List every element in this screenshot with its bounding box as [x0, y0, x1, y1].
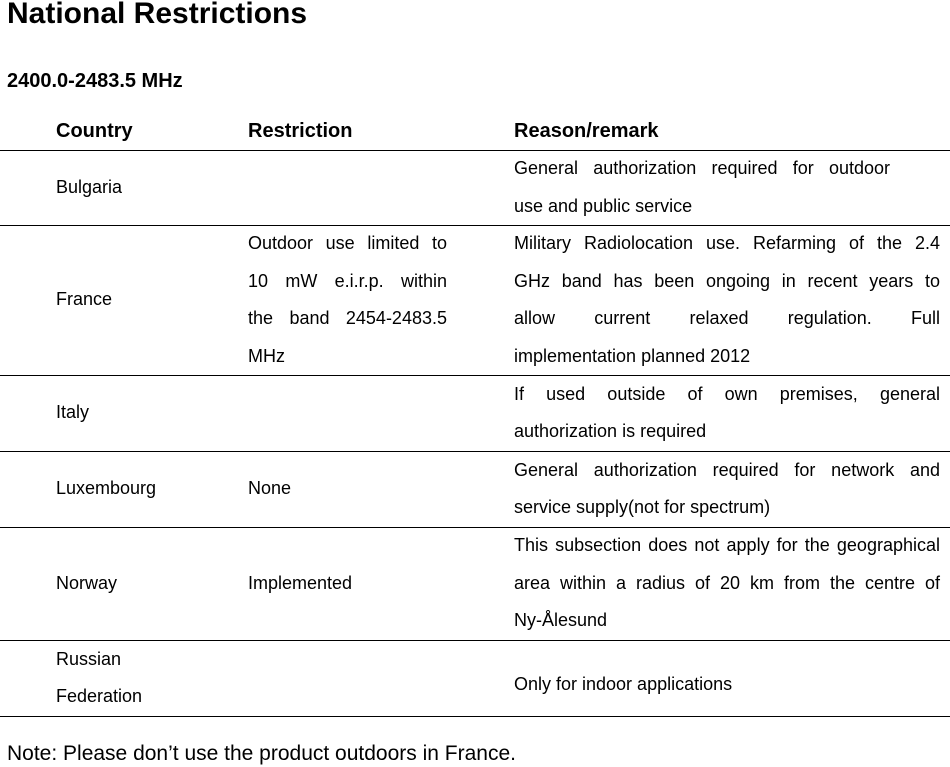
table-row-bulgaria-reason	[514, 150, 890, 225]
frequency-band-heading: 2400.0-2483.5 MHz	[7, 70, 183, 92]
table-row-france-reason	[514, 225, 940, 375]
country-name: Federation	[56, 686, 143, 706]
column-header-restriction: Restriction	[248, 120, 353, 142]
reason-line: area within a radius of 20 km from the centre of	[514, 572, 940, 593]
column-header-reason: Reason/remark	[514, 120, 659, 142]
reason-line: General authorization required for outdoor	[514, 158, 890, 178]
reason-line: Military Radiolocation use. Refarming of the 2.4	[514, 233, 940, 253]
table-row-luxembourg-restriction	[248, 451, 447, 527]
reason-line: General authorization required for network and	[514, 459, 940, 480]
column-header-country: Country	[56, 120, 133, 142]
table-row-russia-country	[56, 640, 236, 716]
table-row-norway-country	[56, 527, 236, 640]
reason-line: use and public service	[514, 195, 693, 216]
reason-line: This subsection does not apply for the geographical	[514, 535, 940, 556]
reason-line: implementation planned 2012	[514, 345, 751, 366]
country-name: Italy	[56, 402, 90, 423]
table-row-italy-reason	[514, 375, 940, 451]
country-name: France	[56, 289, 113, 310]
restriction-line: None	[248, 478, 292, 499]
table-row-france-restriction	[248, 225, 447, 375]
reason-line: GHz band has been ongoing in recent years to	[514, 270, 940, 291]
table-row-luxembourg-country	[56, 451, 236, 527]
table-row-italy-country	[56, 375, 236, 451]
reason-line: authorization is required	[514, 421, 707, 441]
reason-line: If used outside of own premises, general	[514, 383, 940, 404]
restriction-line: the band 2454-2483.5	[248, 308, 447, 328]
reason-line: Ny-Ålesund	[514, 610, 608, 631]
reason-line: Only for indoor applications	[514, 674, 733, 695]
page-title: National Restrictions	[7, 0, 308, 30]
restriction-line: Outdoor use limited to	[248, 233, 447, 253]
table-row-norway-reason	[514, 527, 940, 640]
footnote: Note: Please don’t use the product outdoors in France.	[7, 742, 516, 765]
table-bottom-rule	[0, 716, 950, 717]
restriction-line: 10 mW e.i.r.p. within	[248, 270, 447, 291]
country-name: Norway	[56, 572, 118, 593]
table-row-norway-restriction	[248, 527, 447, 640]
reason-line: service supply(not for spectrum)	[514, 497, 771, 517]
country-name: Russian	[56, 648, 122, 669]
country-name: Bulgaria	[56, 176, 123, 197]
country-name: Luxembourg	[56, 478, 157, 499]
restriction-line: MHz	[248, 345, 285, 366]
table-row-luxembourg-reason	[514, 451, 940, 527]
table-row-france-country	[56, 225, 236, 375]
table-row-bulgaria-country	[56, 150, 236, 225]
restriction-line: Implemented	[248, 572, 353, 593]
reason-line: allow current relaxed regulation. Full	[514, 308, 940, 328]
